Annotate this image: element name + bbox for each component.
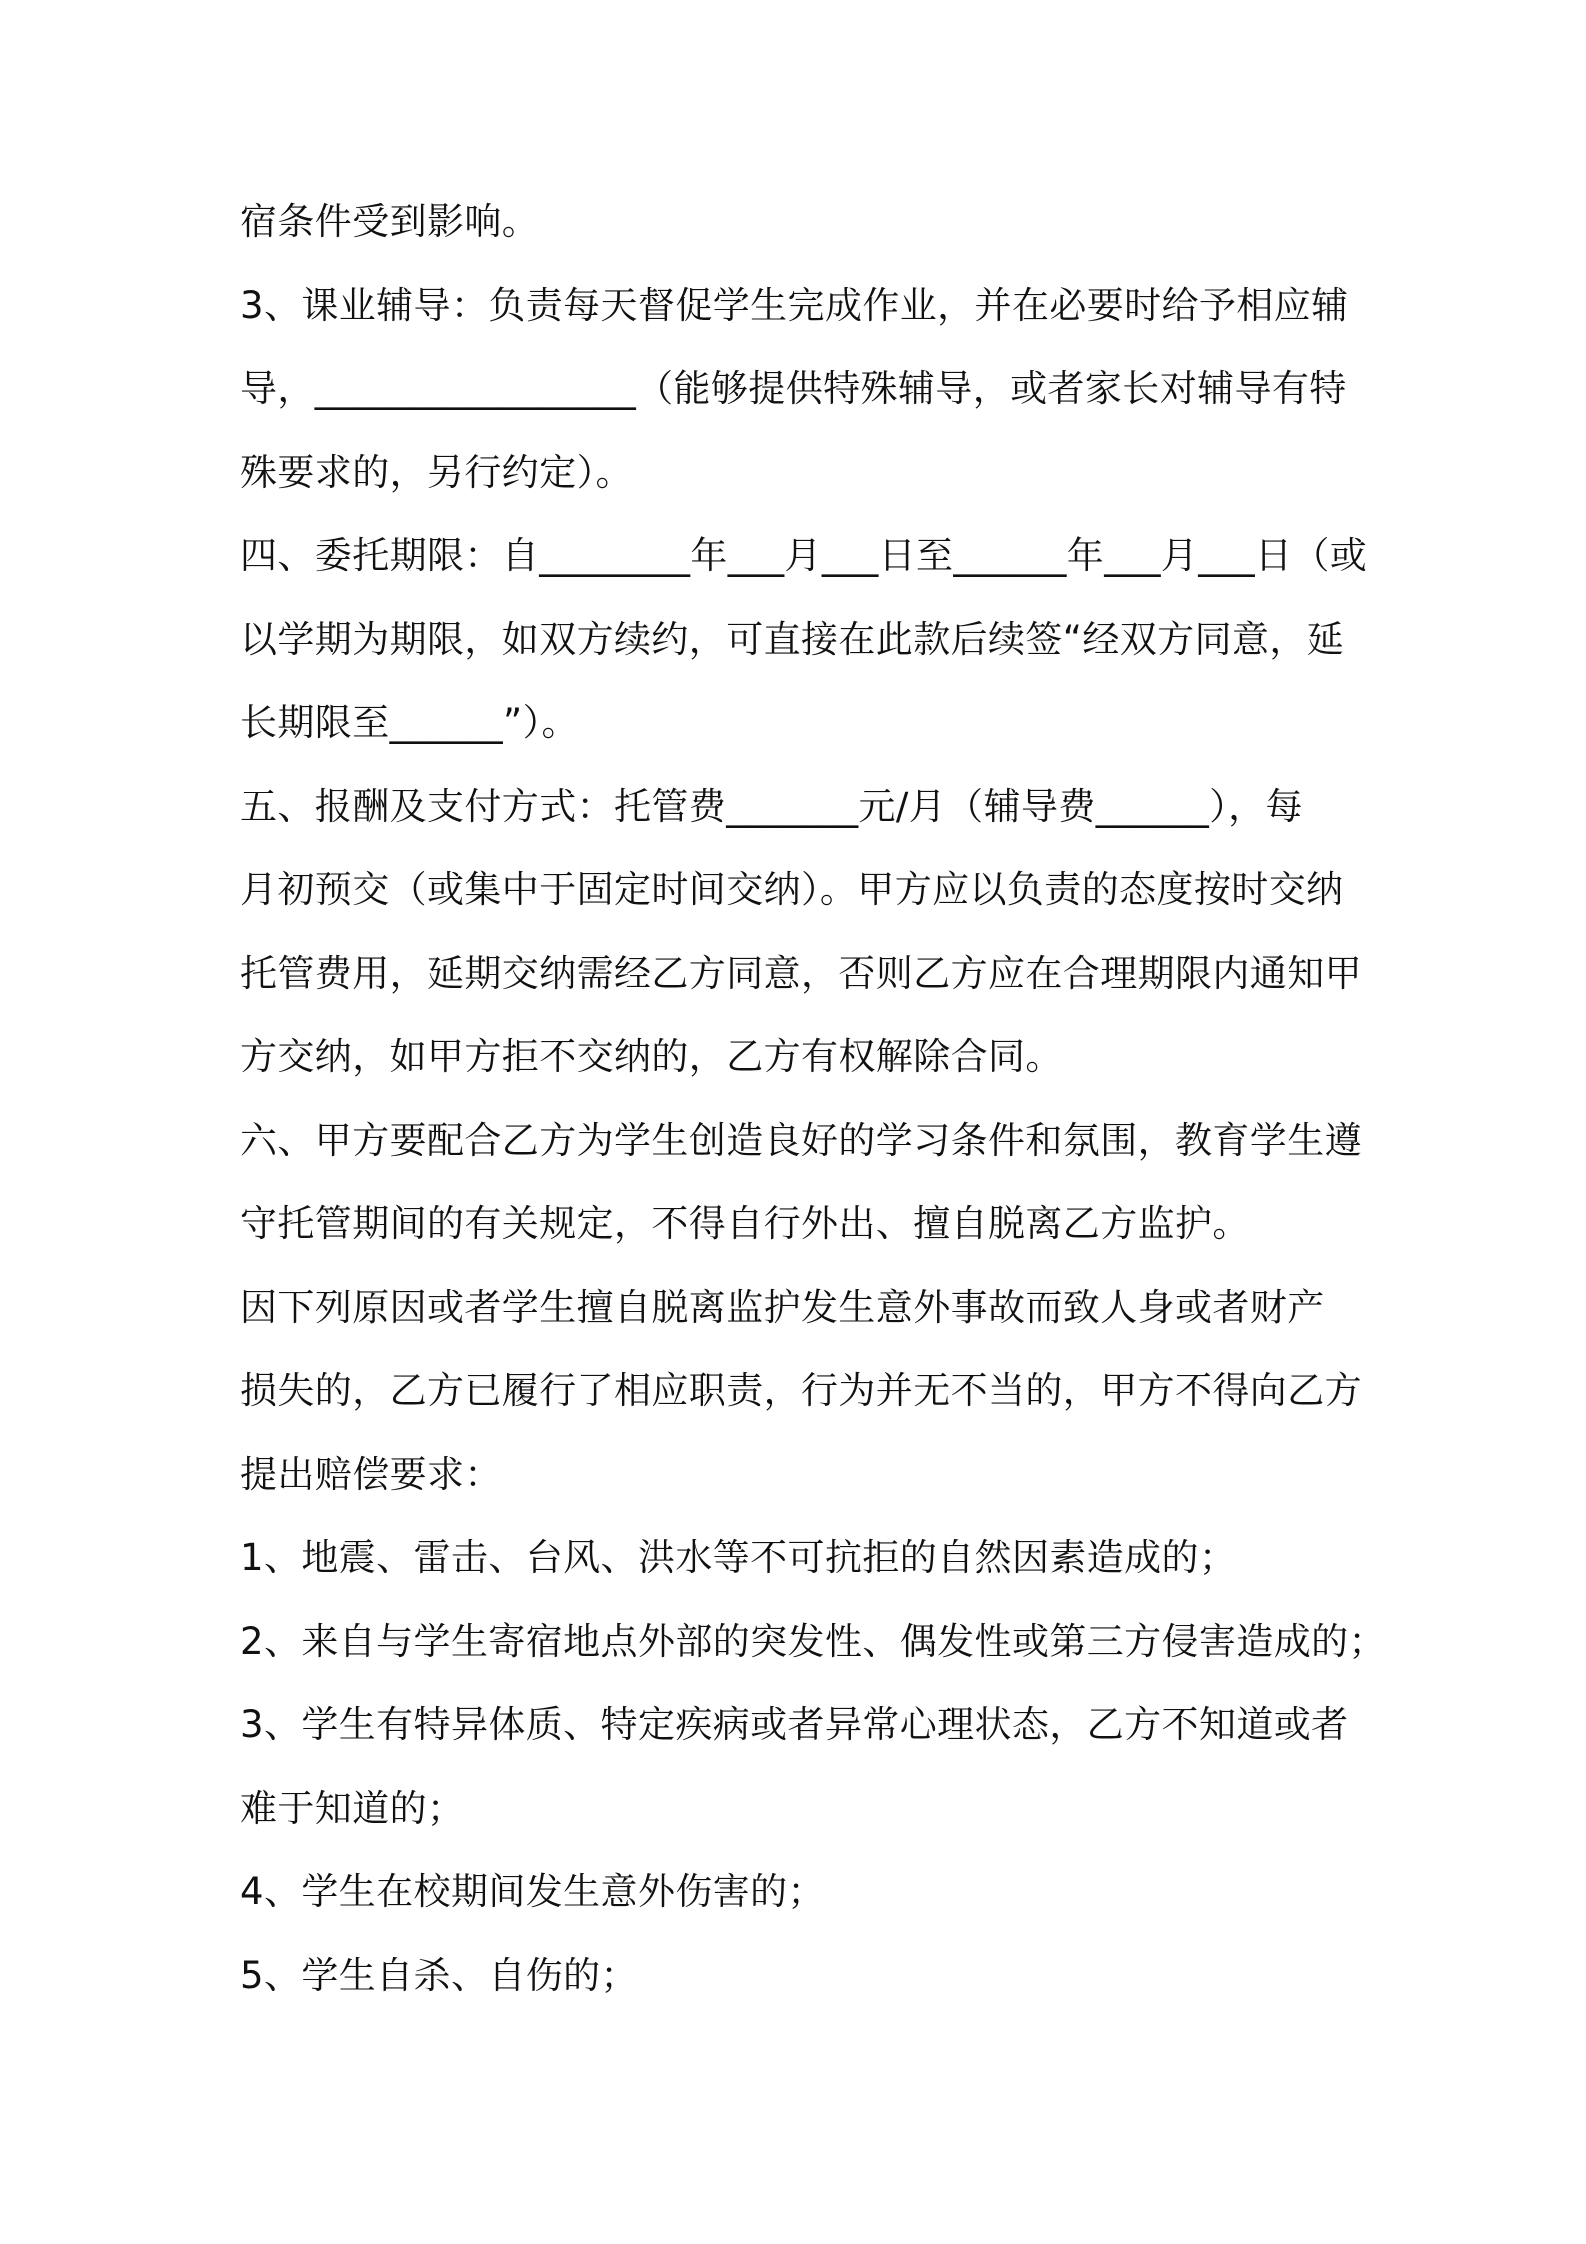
text-line: 难于知道的； (240, 1786, 465, 1830)
text-line: 1、地震、雷击、台风、洪水等不可抗拒的自然因素造成的； (240, 1536, 1237, 1579)
text-line: 3、学生有特异体质、特定疾病或者异常心理状态，乙方不知道或者 (240, 1703, 1349, 1746)
text-line: 宿条件受到影响。 (240, 200, 540, 243)
text-line: 提出赔偿要求： (240, 1452, 502, 1496)
text-line: 殊要求的，另行约定）。 (240, 450, 633, 494)
text-line: 方交纳，如甲方拒不交纳的，乙方有权解除合同。 (240, 1035, 1063, 1078)
text-line: 四、委托期限：自________年___月___日至______年___月___日（或 (240, 534, 1368, 577)
text-line: 月初预交（或集中于固定时间交纳）。甲方应以负责的态度按时交纳 (240, 868, 1344, 911)
text-line: 3、课业辅导：负责每天督促学生完成作业，并在必要时给予相应辅 (240, 283, 1349, 327)
text-line: 2、来自与学生寄宿地点外部的突发性、偶发性或第三方侵害造成的； (240, 1619, 1386, 1663)
text-line: 损失的，乙方已履行了相应职责，行为并无不当的，甲方不得向乙方 (240, 1369, 1362, 1412)
text-line: 托管费用，延期交纳需经乙方同意，否则乙方应在合理期限内通知甲 (240, 951, 1362, 995)
text-line: 4、学生在校期间发生意外伤害的； (240, 1870, 825, 1913)
text-line: 五、报酬及支付方式：托管费_______元/月（辅导费______），每 (240, 784, 1303, 828)
text-line: 六、甲方要配合乙方为学生创造良好的学习条件和氛围，教育学生遵 (240, 1118, 1362, 1162)
contract-text-body (240, 180, 1386, 2017)
text-line: 长期限至______”）。 (240, 701, 579, 744)
text-line: 5、学生自杀、自伤的； (240, 1953, 638, 1997)
text-line: 导，_________________（能够提供特殊辅导，或者家长对辅导有特 (240, 367, 1347, 410)
text-line: 守托管期间的有关规定，不得自行外出、擅自脱离乙方监护。 (240, 1202, 1250, 1245)
text-line: 因下列原因或者学生擅自脱离监护发生意外事故而致人身或者财产 (240, 1285, 1325, 1329)
text-line: 以学期为期限，如双方续约，可直接在此款后续签“经双方同意，延 (240, 617, 1345, 661)
